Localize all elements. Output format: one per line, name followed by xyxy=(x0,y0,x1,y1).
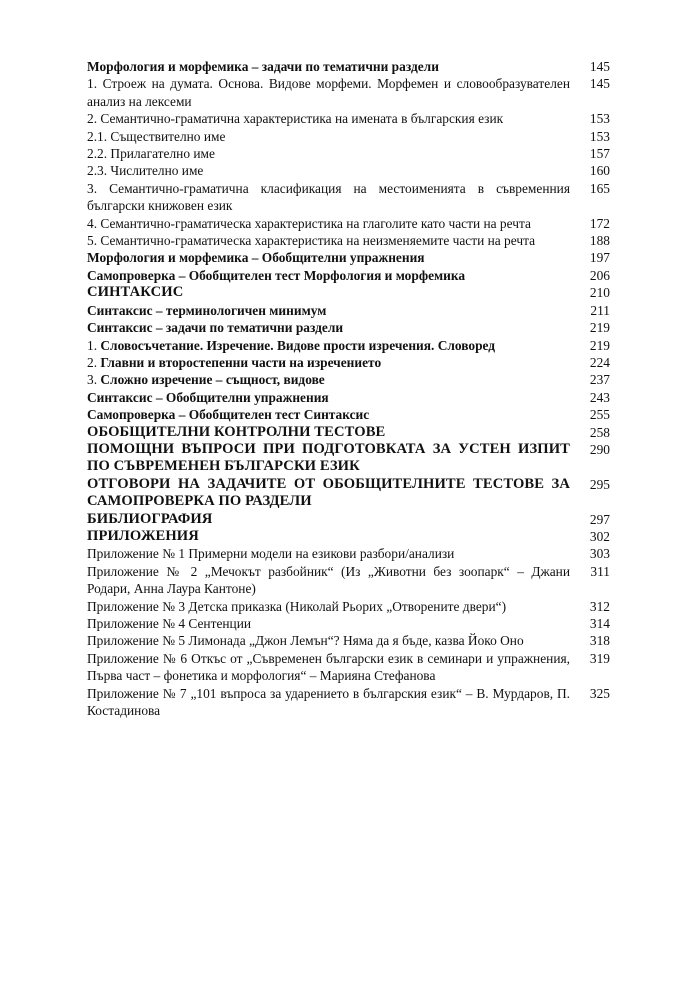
toc-entry-title: 2.1. Съществително име xyxy=(87,128,226,144)
toc-entry-title: 5. Семантично-граматическа характеристика на неизменяемите части на речта xyxy=(87,233,536,249)
toc-entry-page-number: 172 xyxy=(589,215,610,231)
toc-entry-title: 3. Семантично-граматична класификация на местоименията в съвременния български книжовен език xyxy=(87,180,570,214)
toc-entry-label: Словосъчетание. Изречение. Видове прости изречения. Словоред xyxy=(100,337,496,353)
toc-entry-label: Сложно изречение – същност, видове xyxy=(100,372,325,388)
toc-entry xyxy=(87,406,610,423)
toc-entry-title: Самопроверка – Обобщителен тест Синтаксис xyxy=(87,407,370,423)
toc-entry-title xyxy=(87,337,580,354)
toc-entry-page-number: 303 xyxy=(589,546,610,562)
toc-entry xyxy=(87,632,610,649)
toc-entry-title: Приложение № 7 „101 въпроса за ударението в българския език“ – В. Мурдаров, П. Костадинова xyxy=(87,685,570,719)
toc-entry xyxy=(87,110,610,127)
toc-entry-page-number: 197 xyxy=(589,250,610,266)
toc-entry-title: 2.2. Прилагателно име xyxy=(87,146,215,162)
toc-entry-page-number: 160 xyxy=(589,163,610,179)
toc-entry-title: Морфология и морфемика – Обобщителни упражнения xyxy=(87,250,425,266)
toc-entry xyxy=(87,389,610,406)
toc-entry xyxy=(87,58,610,75)
toc-entry-page-number: 145 xyxy=(589,76,610,92)
toc-entry xyxy=(87,598,610,615)
toc-entry-page-number: 302 xyxy=(589,528,610,544)
toc-entry-page-number: 157 xyxy=(589,146,610,162)
toc-entry xyxy=(87,511,610,528)
toc-entry-page-number: 255 xyxy=(589,407,610,423)
toc-entry xyxy=(87,319,610,336)
toc-entry-page-number: 295 xyxy=(589,476,610,492)
toc-entry-page-number: 211 xyxy=(590,302,610,318)
toc-entry xyxy=(87,476,610,511)
toc-entry-label: Главни и второстепенни части на изречението xyxy=(100,354,382,370)
toc-entry xyxy=(87,650,610,685)
toc-entry-page-number: 319 xyxy=(589,650,610,666)
toc-entry-title: Синтаксис – терминологичен минимум xyxy=(87,302,327,318)
toc-entry-title: Приложение № 3 Детска приказка (Николай Рьорих „Отворените двери“) xyxy=(87,598,507,614)
table-of-contents xyxy=(87,58,610,719)
toc-entry-title: Приложение № 2 „Мечокът разбойник“ (Из „Животни без зоопарк“ – Джани Родари, Анна Лаура Кантоне) xyxy=(87,563,570,597)
toc-entry-title xyxy=(87,354,580,371)
toc-entry-title: 2. Семантично-граматична характеристика на имената в българския език xyxy=(87,111,504,127)
toc-entry-page-number: 290 xyxy=(589,441,610,457)
toc-entry-title: ОТГОВОРИ НА ЗАДАЧИТЕ ОТ ОБОБЩИТЕЛНИТЕ ТЕСТОВЕ ЗА САМОПРОВЕРКА ПО РАЗДЕЛИ xyxy=(87,475,570,510)
toc-entry xyxy=(87,441,610,476)
toc-entry xyxy=(87,615,610,632)
toc-entry xyxy=(87,563,610,598)
toc-entry-page-number: 188 xyxy=(589,233,610,249)
toc-entry-page-number: 224 xyxy=(589,354,610,370)
toc-entry-number: 2. xyxy=(87,354,101,370)
toc-entry xyxy=(87,545,610,562)
toc-entry-title: Морфология и морфемика – задачи по тематични раздели xyxy=(87,59,439,74)
toc-entry-page-number: 206 xyxy=(589,267,610,283)
toc-entry-page-number: 219 xyxy=(589,320,610,336)
toc-entry-page-number: 314 xyxy=(589,616,610,631)
toc-entry-title: Приложение № 5 Лимонада „Джон Лемън“? Няма да я бъде, казва Йоко Оно xyxy=(87,633,524,649)
toc-entry-page-number: 325 xyxy=(589,685,610,701)
toc-entry-title: ПОМОЩНИ ВЪПРОСИ ПРИ ПОДГОТОВКАТА ЗА УСТЕН ИЗПИТ ПО СЪВРЕМЕНЕН БЪЛГАРСКИ ЕЗИК xyxy=(87,440,570,475)
toc-entry xyxy=(87,354,610,371)
toc-entry-title: Самопроверка – Обобщителен тест Морфология и морфемика xyxy=(87,267,466,283)
toc-entry-page-number: 145 xyxy=(589,59,610,74)
toc-entry xyxy=(87,267,610,284)
toc-entry xyxy=(87,528,610,545)
toc-entry xyxy=(87,232,610,249)
toc-entry-page-number: 153 xyxy=(589,128,610,144)
toc-entry-page-number: 165 xyxy=(589,180,610,196)
toc-entry-title: СИНТАКСИС xyxy=(87,284,184,301)
toc-entry-title: ОБОБЩИТЕЛНИ КОНТРОЛНИ ТЕСТОВЕ xyxy=(87,423,386,440)
toc-entry-title: БИБЛИОГРАФИЯ xyxy=(87,510,213,527)
toc-entry-title: ПРИЛОЖЕНИЯ xyxy=(87,527,199,544)
toc-entry-title: Приложение № 4 Сентенции xyxy=(87,616,252,631)
toc-entry-page-number: 219 xyxy=(589,337,610,353)
toc-entry-number: 1. xyxy=(87,337,101,353)
toc-entry-title: 2.3. Числително име xyxy=(87,163,204,179)
toc-entry-page-number: 153 xyxy=(589,111,610,127)
toc-entry-title: Синтаксис – задачи по тематични раздели xyxy=(87,320,344,336)
toc-entry-title: 4. Семантично-граматическа характеристика на глаголите като части на речта xyxy=(87,215,531,231)
toc-entry-page-number: 210 xyxy=(589,285,610,301)
toc-entry xyxy=(87,75,610,110)
toc-entry-page-number: 311 xyxy=(590,563,610,579)
toc-entry-title xyxy=(87,371,580,388)
toc-entry-page-number: 237 xyxy=(589,372,610,388)
toc-entry-page-number: 312 xyxy=(589,598,610,614)
toc-entry-title: Приложение № 1 Примерни модели на езикови разбори/анализи xyxy=(87,546,455,562)
toc-entry xyxy=(87,162,610,179)
toc-entry xyxy=(87,337,610,354)
toc-entry xyxy=(87,284,610,301)
toc-entry xyxy=(87,180,610,215)
toc-entry-number: 3. xyxy=(87,372,101,388)
toc-entry xyxy=(87,371,610,388)
toc-entry-title: Синтаксис – Обобщителни упражнения xyxy=(87,389,329,405)
toc-entry-title: 1. Строеж на думата. Основа. Видове морфеми. Морфемен и словообразувателен анализ на лексеми xyxy=(87,76,570,109)
toc-entry-page-number: 243 xyxy=(589,389,610,405)
toc-entry-page-number: 297 xyxy=(589,511,610,527)
toc-entry-title: Приложение № 6 Откъс от „Съвременен български език в семинари и упражнения, Първа част – фонетика и морфология“ – Марияна Стефанова xyxy=(87,650,570,684)
toc-entry-page-number: 258 xyxy=(589,424,610,440)
toc-entry xyxy=(87,424,610,441)
toc-entry xyxy=(87,215,610,232)
toc-entry xyxy=(87,128,610,145)
toc-entry xyxy=(87,685,610,720)
toc-entry xyxy=(87,302,610,319)
toc-entry xyxy=(87,145,610,162)
toc-entry-page-number: 318 xyxy=(589,633,610,649)
toc-entry xyxy=(87,249,610,266)
